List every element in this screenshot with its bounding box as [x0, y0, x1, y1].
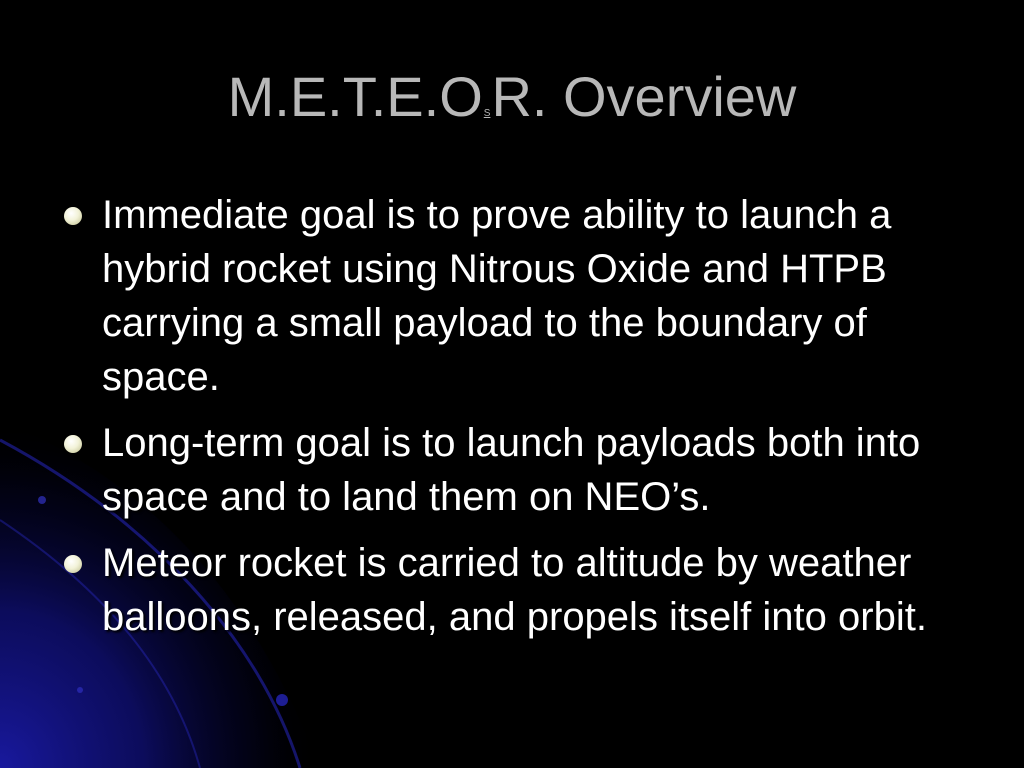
bullet-item	[62, 536, 972, 644]
bullet-text: Immediate goal is to prove ability to launch a hybrid rocket using Nitrous Oxide and HTPB carrying a small payload to the boundary of space.	[102, 193, 892, 399]
bullet-text: Long-term goal is to launch payloads both into space and to land them on NEO’s.	[102, 421, 921, 519]
title-subscript: S	[483, 108, 491, 119]
title-main: M.E.T.E.O	[227, 65, 483, 128]
bullet-list	[62, 188, 972, 656]
title-end: R. Overview	[491, 65, 797, 128]
bullet-dot-icon	[64, 207, 82, 225]
slide-title	[0, 62, 1024, 149]
bullet-dot-icon	[64, 555, 82, 573]
bullet-item	[62, 188, 972, 404]
bullet-item	[62, 416, 972, 524]
bullet-text: Meteor rocket is carried to altitude by weather balloons, released, and propels itself into orbit.	[102, 541, 927, 639]
bullet-dot-icon	[64, 435, 82, 453]
